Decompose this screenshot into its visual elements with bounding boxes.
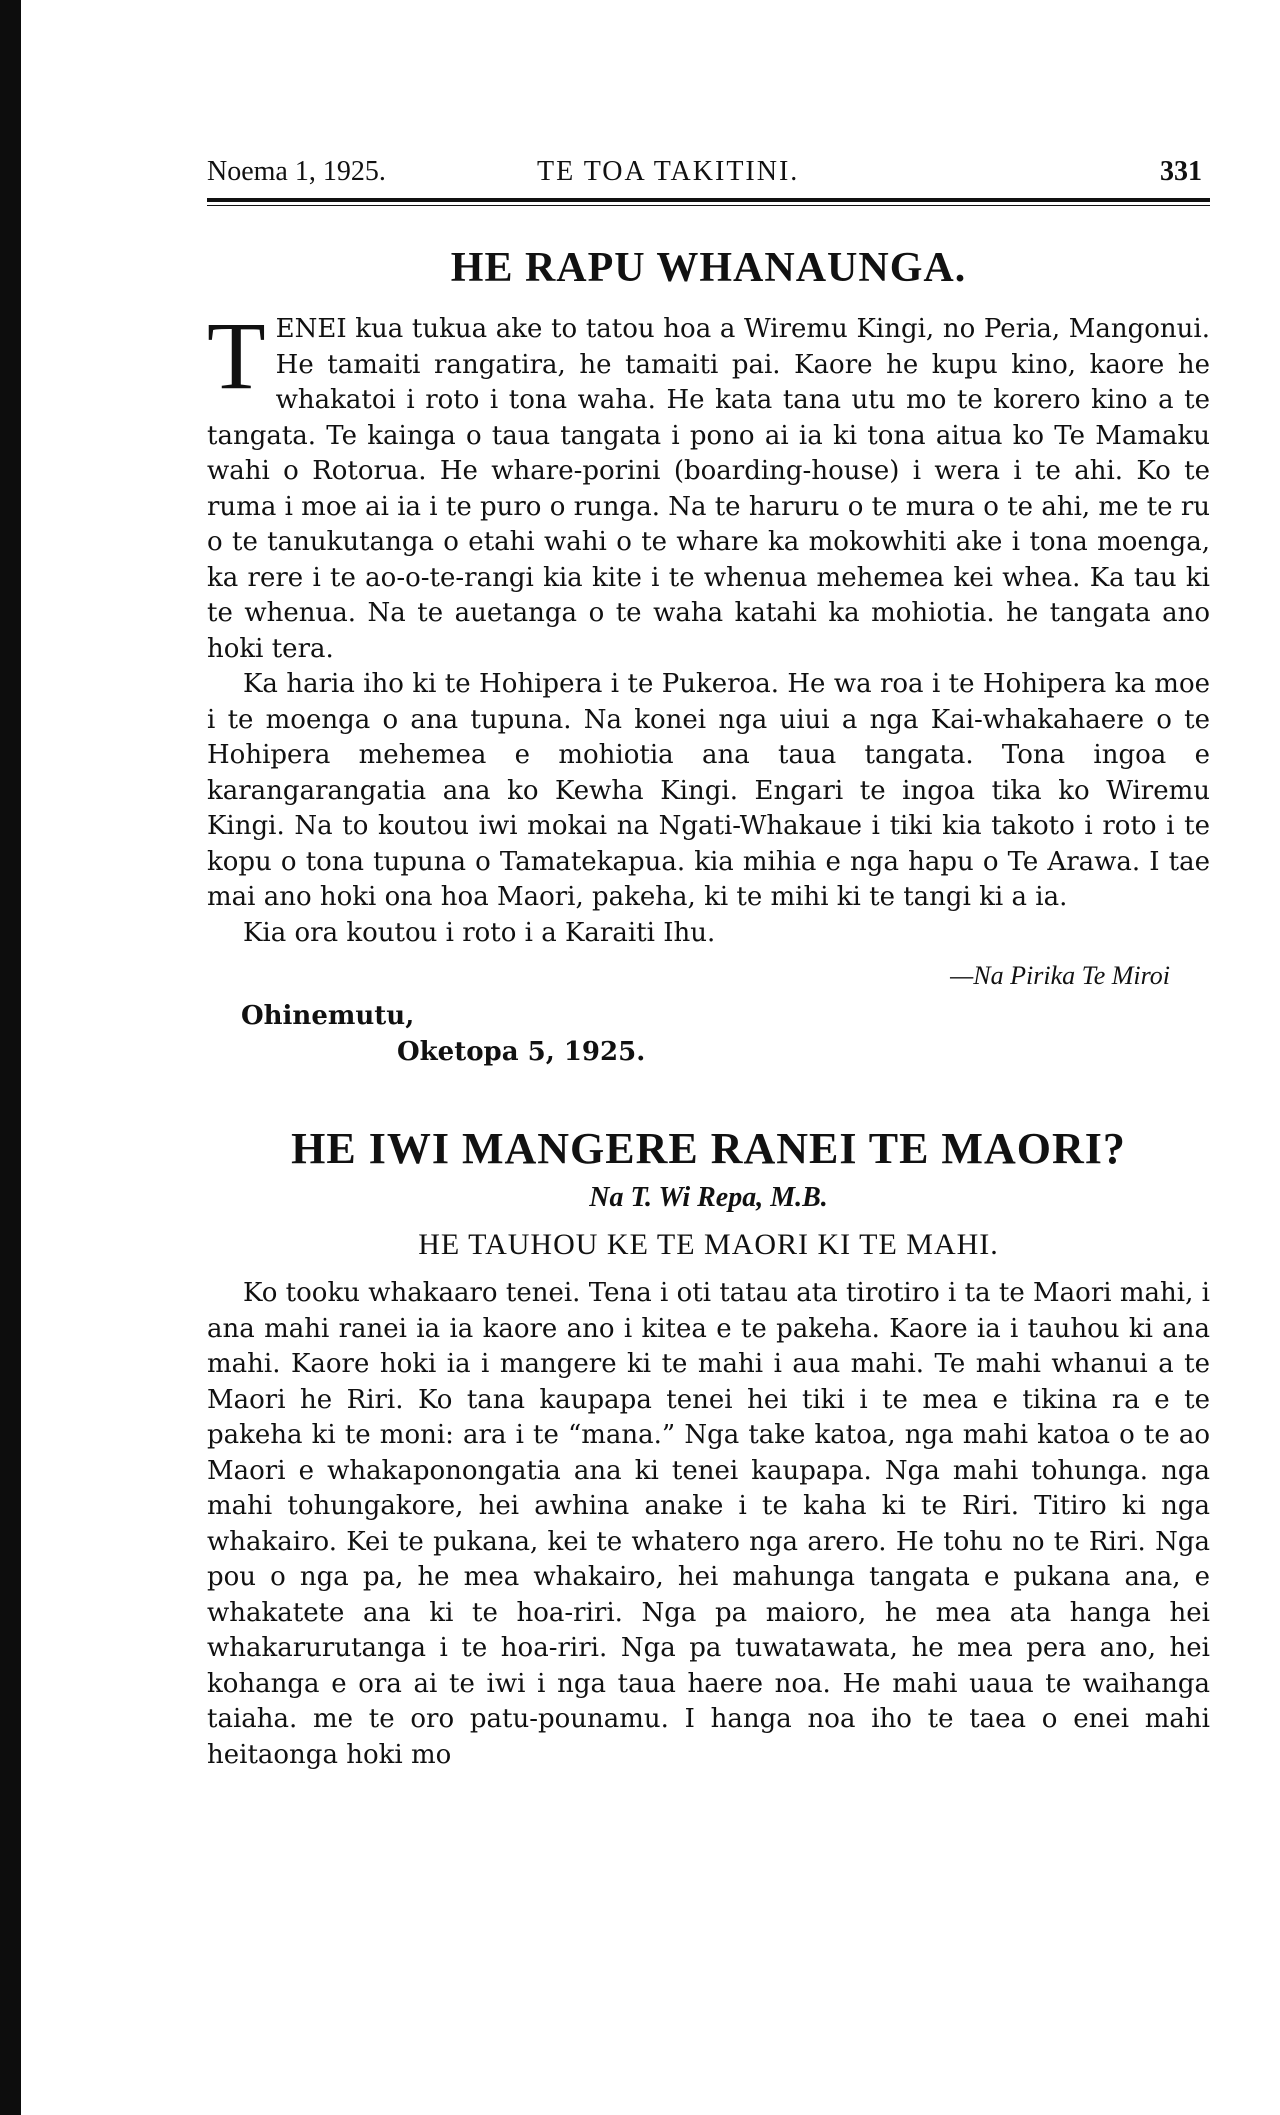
page <box>207 150 1210 1773</box>
article1-paragraph-2: Ka haria iho ki te Hohipera i te Pukeroa. He wa roa i te Hohipera ka moe i te moenga o ana tupuna. Na konei nga uiui a nga Kai-whakahaere o te Hohipera mehemea e mohiotia ana taua tangata. Tona ingoa e karangarangatia ana ko Kewha Kingi. Engari te ingoa tika ko Wiremu Kingi. Na to koutou iwi mokai na Ngati-Whakaue i tiki kia takoto i roto i te kopu o tona tupuna o Tamatekapua. kia mihia e nga hapu o Te Arawa. I tae mai ano hoki ona hoa Maori, pakeha, ki te mihi ki te tangi ki a ia. <box>207 669 1210 912</box>
running-head <box>207 150 1210 198</box>
article1-paragraph-3: Kia ora koutou i roto i a Karaiti Ihu. <box>243 917 716 948</box>
journal-title: TE TOA TAKITINI. <box>537 156 800 187</box>
article2-title: HE IWI MANGERE RANEI TE MAORI? <box>291 1124 1126 1173</box>
issue-date: Noema 1, 1925. <box>207 156 386 187</box>
header-rule-thin <box>207 205 1210 206</box>
article1-signature: —Na Pirika Te Miroi <box>950 961 1170 990</box>
article1-date: Oketopa 5, 1925. <box>397 1037 646 1067</box>
article1-place: Ohinemutu, <box>241 1001 415 1031</box>
article2-paragraph-1: Ko tooku whakaaro tenei. Tena i oti tatau ata tirotiro i ta te Maori mahi, i ana mahi ranei ia ia kaore ano i kitea e te pakeha. Kaore ia i tauhou ki ana mahi. Kaore hoki ia i mangere ki te mahi i aua mahi. Te mahi whanui a te Maori he Riri. Ko tana kaupapa tenei hei tiki i te mea e tikina ra e te pakeha ki te moni: ara i te “mana.” Nga take katoa, nga mahi katoa o te ao Maori e whakaponongatia ana ki tenei kaupapa. Nga mahi tohunga. nga mahi tohungakore, hei awhina anake i te kaha ki te Riri. Titiro ki nga whakairo. Kei te pukana, kei te whatero nga arero. He tohu no te Riri. Nga pou o nga pa, he mea whakairo, hei mahunga tangata e pukana ana, e whakatete ana ki te hoa-riri. Nga pa maioro, he mea ata hanga hei whakarurutanga i te hoa-riri. Nga pa tuwatawata, he mea pera ano, hei kohanga e ora ai te iwi i nga taua haere noa. He mahi uaua te waihanga taiaha. me te oro patu-pounamu. I hanga noa iho te taea o enei mahi heitaonga hoki mo <box>207 1278 1210 1770</box>
binding-edge <box>0 0 21 2115</box>
drop-cap: T <box>207 302 266 409</box>
article1-paragraph-1-text: ENEI kua tukua ake to tatou hoa a Wiremu Kingi, no Peria, Mangonui. He tamaiti rangatira, he tamaiti pai. Kaore he kupu kino, kaore he whakatoi i roto i tona waha. He kata tana utu mo te korero kino a te tangata. Te kainga o taua tangata i pono ai ia ki tona aitua ko Te Mamaku wahi o Rotorua. He whare-porini (boarding-house) i wera i te ahi. Ko te ruma i moe ai ia i te puro o runga. Na te haruru o te mura o te ahi, me te ru o te tanukutanga o etahi wahi o te whare ka mokowhiti ake i tona moenga, ka rere i te ao-o-te-rangi kia kite i te whenua mehemea kei whea. Ka tau ki te whenua. Na te auetanga o te waha katahi ka mohiotia. he tangata ano hoki tera. <box>207 314 1210 664</box>
article1-title: HE RAPU WHANAUNGA. <box>450 245 967 291</box>
article2-byline: Na T. Wi Repa, M.B. <box>589 1182 828 1213</box>
article2-subhead: HE TAUHOU KE TE MAORI KI TE MAHI. <box>418 1228 999 1261</box>
page-number: 331 <box>1160 156 1202 187</box>
header-rule-thick <box>207 198 1210 202</box>
article1-paragraph-1 <box>207 302 1210 667</box>
